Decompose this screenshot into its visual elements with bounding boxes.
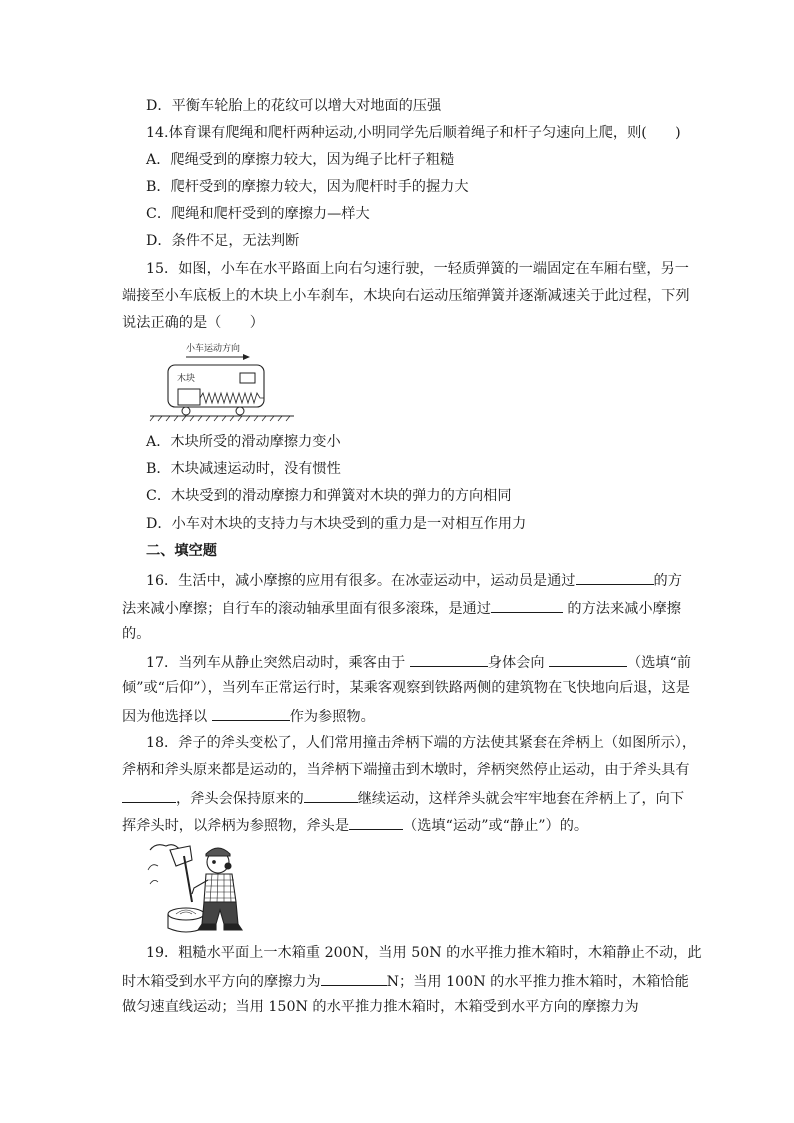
q14-stem: 14.体育课有爬绳和爬杆两种运动,小明同学先后顺着绳子和杆子匀速向上爬，则( ) — [146, 125, 681, 141]
q18-line-3 — [122, 787, 734, 809]
ground-hatching — [150, 416, 290, 421]
wheel-left — [182, 407, 190, 415]
person-pants — [202, 902, 238, 924]
q18-text-a: ，斧头会保持原来的 — [176, 791, 304, 807]
q16-line-3: 的。 — [122, 626, 151, 642]
q15-option-c: C．木块受到的滑动摩擦力和弹簧对木块的弹力的方向相同 — [146, 488, 512, 504]
q17-blank-1[interactable] — [410, 651, 488, 667]
wooden-block — [178, 389, 200, 405]
q18-blank-2[interactable] — [304, 787, 358, 803]
person-nose — [225, 863, 231, 869]
q16-text-a: 16．生活中，减小摩擦的应用有很多。在冰壶运动中，运动员是通过 — [146, 573, 576, 589]
q18-blank-3[interactable] — [349, 814, 403, 830]
block-label: 木块 — [177, 374, 196, 384]
q16-line-1 — [146, 569, 734, 591]
cart-window — [240, 373, 255, 383]
cart-spring-figure — [148, 338, 298, 423]
q15-option-b: B．木块减速运动时，没有惯性 — [146, 461, 341, 477]
q14-option-b: B．爬杆受到的摩擦力较大，因为爬杆时手的握力大 — [146, 179, 469, 195]
q19-text-a: 时木箱受到水平方向的摩擦力为 — [122, 974, 321, 990]
q16-text-d: 的方法来减小摩擦 — [562, 601, 681, 617]
q19-line-2 — [122, 970, 734, 992]
q19-line-1: 19．粗糙水平面上一木箱重 200N，当用 50N 的水平推力推木箱时，木箱静止不动，此 — [146, 945, 702, 961]
q13-option-d: D．平衡车轮胎上的花纹可以增大对地面的压强 — [146, 98, 442, 114]
q15-option-a: A．木块所受的滑动摩擦力变小 — [146, 434, 341, 450]
direction-arrowhead — [243, 354, 250, 360]
q16-blank-2[interactable] — [491, 597, 563, 613]
q14-option-a: A．爬绳受到的摩擦力较大，因为绳子比杆子粗糙 — [146, 152, 455, 168]
axe-head — [170, 846, 192, 866]
q17-text-a: 17．当列车从静止突然启动时，乘客由于 — [146, 655, 410, 671]
q15-option-d: D．小车对木块的支持力与木块受到的重力是一对相互作用力 — [146, 516, 527, 532]
q17-blank-2[interactable] — [549, 651, 627, 667]
q18-text-b: 继续运动，这样斧头就会牢牢地套在斧柄上了，向下 — [357, 791, 685, 807]
q18-text-d: （选填“运动”或“静止”）的。 — [403, 818, 589, 834]
person-shoes — [198, 924, 242, 930]
q18-line-1: 18．斧子的斧头变松了，人们常用撞击斧柄下端的方法使其紧套在斧柄上（如图所示）， — [146, 735, 697, 751]
spring — [200, 393, 264, 403]
q16-line-2 — [122, 597, 734, 619]
axe-cartoon-figure — [146, 840, 252, 936]
q16-text-c: 法来减小摩擦；自行车的滚动轴承里面有很多滚珠，是通过 — [122, 601, 491, 617]
q17-blank-3[interactable] — [212, 705, 290, 721]
q17-line-1 — [146, 651, 734, 673]
q15-stem-line-1: 15．如图，小车在水平路面上向右匀速行驶，一轻质弹簧的一端固定在车厢右壁，另一 — [146, 261, 689, 277]
q18-line-4 — [122, 814, 734, 836]
axe-illustration — [146, 840, 252, 936]
q15-stem-line-3: 说法正确的是（ ） — [122, 315, 264, 331]
cart-diagram — [148, 338, 298, 423]
axe-handle — [184, 856, 192, 902]
q17-text-e: 作为参照物。 — [289, 709, 375, 725]
q17-text-c: （选填“前 — [627, 655, 692, 671]
person-cap — [206, 848, 230, 856]
q19-blank-1[interactable] — [321, 970, 387, 986]
q17-line-3 — [122, 705, 734, 727]
q18-line-2: 斧柄和斧头原来都是运动的，当斧柄下端撞击到木墩时，斧柄突然停止运动，由于斧头具有 — [122, 762, 690, 778]
q18-blank-1[interactable] — [122, 787, 176, 803]
q17-text-b: 身体会向 — [487, 655, 550, 671]
q14-option-d: D．条件不足，无法判断 — [146, 233, 300, 249]
q19-text-b: N；当用 100N 的水平推力推木箱时，木箱恰能 — [386, 974, 689, 990]
direction-label: 小车运动方向 — [186, 344, 241, 354]
q15-stem-line-2: 端接至小车底板上的木块上小车刹车，木块向右运动压缩弹簧并逐渐减速关于此过程，下列 — [122, 288, 690, 304]
q17-line-2: 倾”或“后仰”），当列车正常运行时，某乘客观察到铁路两侧的建筑物在飞快地向后退，这是 — [122, 680, 690, 696]
cart-body — [168, 365, 264, 407]
q14-option-c: C．爬绳和爬杆受到的摩擦力—样大 — [146, 206, 370, 222]
q19-line-3: 做匀速直线运动；当用 150N 的水平推力推木箱时，木箱受到水平方向的摩擦力为 — [122, 999, 639, 1015]
q16-text-b: 的方 — [653, 573, 682, 589]
q16-blank-1[interactable] — [576, 569, 654, 585]
q17-text-d: 因为他选择以 — [122, 709, 212, 725]
section-title-fill-blank: 二、填空题 — [146, 543, 217, 559]
q18-text-c: 挥斧头时，以斧柄为参照物，斧头是 — [122, 818, 350, 834]
wheel-right — [236, 407, 244, 415]
